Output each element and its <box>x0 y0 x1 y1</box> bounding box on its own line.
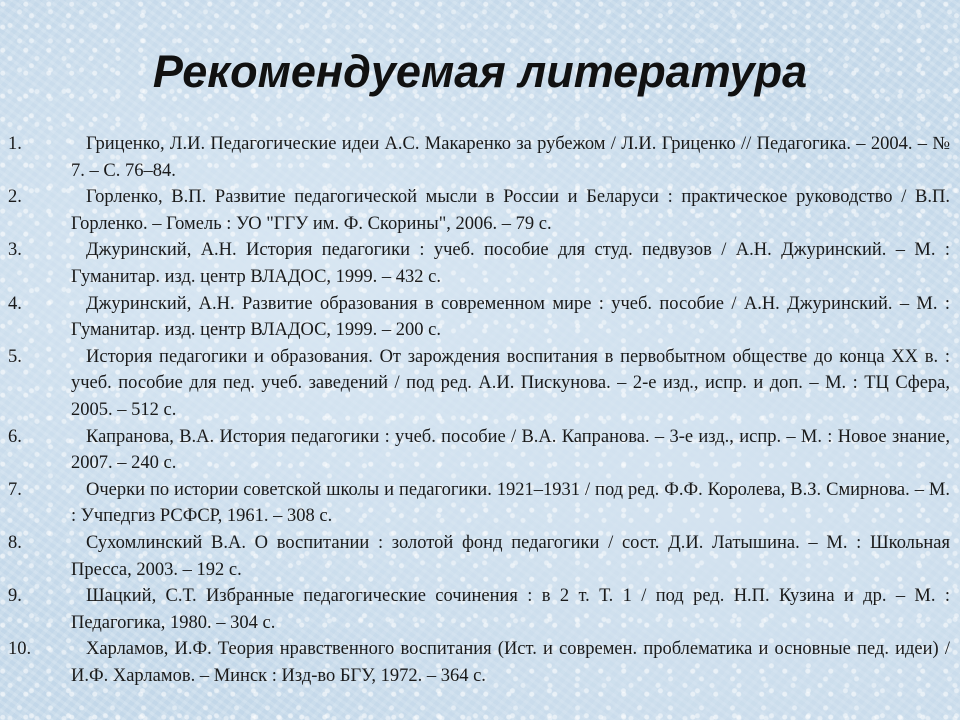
reference-number: 5. <box>8 346 22 367</box>
reference-text: Джуринский, А.Н. История педагогики : учеб. пособие для студ. педвузов / А.Н. Джуринский. – М. : Гуманитар. изд. центр ВЛАДОС, 1999. – 432 с. <box>71 240 950 287</box>
reference-number: 3. <box>8 240 22 261</box>
slide-title: Рекомендуемая литература <box>152 46 808 97</box>
reference-item <box>8 184 950 237</box>
reference-number: 1. <box>8 134 22 154</box>
reference-number: 7. <box>8 479 22 500</box>
reference-text: Шацкий, С.Т. Избранные педагогические сочинения : в 2 т. Т. 1 / под ред. Н.П. Кузина и др. – М. : Педагогика, 1980. – 304 с. <box>71 586 950 633</box>
reference-text: Капранова, В.А. История педагогики : учеб. пособие / В.А. Капранова. – 3-е изд., испр. – М. : Новое знание, 2007. – 240 с. <box>71 426 950 474</box>
reference-text: Очерки по истории советской школы и педагогики. 1921–1931 / под ред. Ф.Ф. Королева, В.З. Смирнова. – М. : Учпедгиз РСФСР, 1961. – 308 с. <box>71 479 950 527</box>
reference-item <box>8 131 950 184</box>
reference-item <box>8 583 950 636</box>
reference-item <box>8 237 950 290</box>
reference-item <box>8 344 950 424</box>
reference-text: Горленко, В.П. Развитие педагогической мысли в России и Беларуси : практическое руководство / В.П. Горленко. – Гомель : УО "ГГУ им. Ф. Скорины", 2006. – 79 с. <box>71 187 950 234</box>
reference-number: 6. <box>8 426 22 447</box>
reference-item <box>8 530 950 583</box>
reference-number: 8. <box>8 532 22 553</box>
reference-number: 9. <box>8 586 22 607</box>
reference-item <box>8 636 950 689</box>
reference-text: Гриценко, Л.И. Педагогические идеи А.С. Макаренко за рубежом / Л.И. Гриценко // Педагогика. – 2004. – № 7. – С. 76–84. <box>71 134 950 181</box>
reference-item <box>8 477 950 530</box>
reference-item <box>8 291 950 344</box>
reference-text: История педагогики и образования. От зарождения воспитания в первобытном обществе до конца XX в. : учеб. пособие для пед. учеб. заведений / под ред. А.И. Пискунова. – 2-е изд., испр. и доп. – М. : ТЦ Сфера, 2005. – 512 с. <box>71 346 950 420</box>
reference-text: Сухомлинский В.А. О воспитании : золотой фонд педагогики / сост. Д.И. Латышина. – М. : Школьная Пресса, 2003. – 192 с. <box>71 532 950 580</box>
reference-number: 4. <box>8 293 22 314</box>
reference-text: Джуринский, А.Н. Развитие образования в современном мире : учеб. пособие / А.Н. Джуринский. – М. : Гуманитар. изд. центр ВЛАДОС, 1999. – 200 с. <box>71 293 950 341</box>
reference-number: 2. <box>8 187 22 208</box>
reference-text: Харламов, И.Ф. Теория нравственного воспитания (Ист. и современ. проблематика и основные пед. идеи) / И.Ф. Харламов. – Минск : Изд-во БГУ, 1972. – 364 с. <box>71 639 950 686</box>
reference-item <box>8 424 950 477</box>
reference-list <box>8 131 950 689</box>
reference-number: 10. <box>8 639 32 660</box>
